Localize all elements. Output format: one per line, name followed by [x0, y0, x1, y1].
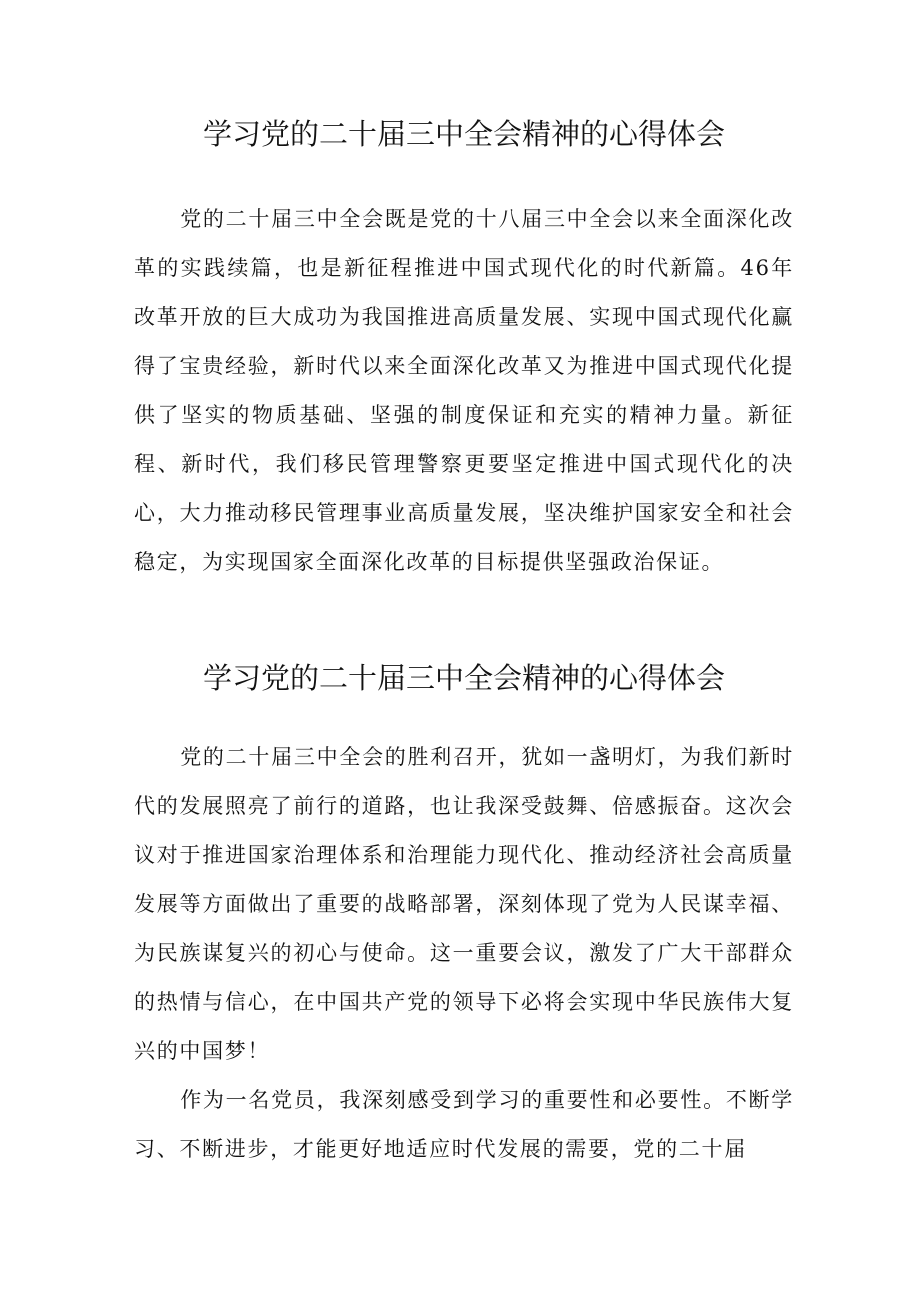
essay-section-2 [134, 656, 794, 1174]
essay-section-1 [134, 112, 794, 587]
essay-paragraph: 党的二十届三中全会既是党的十八届三中全会以来全面深化改革的实践续篇，也是新征程推进中国式现代化的时代新篇。46年改革开放的巨大成功为我国推进高质量发展、实现中国式现代化赢得了宝贵经验，新时代以来全面深化改革又为推进中国式现代化提供了坚实的物质基础、坚强的制度保证和充实的精神力量。新征程、新时代，我们移民管理警察更要坚定推进中国式现代化的决心，大力推动移民管理事业高质量发展，坚决维护国家安全和社会稳定，为实现国家全面深化改革的目标提供坚强政治保证。 [134, 207, 794, 574]
essay-paragraph: 作为一名党员，我深刻感受到学习的重要性和必要性。不断学习、不断进步，才能更好地适应时代发展的需要，党的二十届 [134, 1088, 794, 1161]
essay-paragraph: 党的二十届三中全会的胜利召开，犹如一盏明灯，为我们新时代的发展照亮了前行的道路，也让我深受鼓舞、倍感振奋。这次会议对于推进国家治理体系和治理能力现代化、推动经济社会高质量发展等方面做出了重要的战略部署，深刻体现了党为人民谋幸福、为民族谋复兴的初心与使命。这一重要会议，激发了广大干部群众的热情与信心，在中国共产党的领导下必将会实现中华民族伟大复兴的中国梦！ [134, 745, 794, 1063]
essay-title: 学习党的二十届三中全会精神的心得体会 [202, 661, 725, 695]
essay-title: 学习党的二十届三中全会精神的心得体会 [202, 117, 725, 151]
